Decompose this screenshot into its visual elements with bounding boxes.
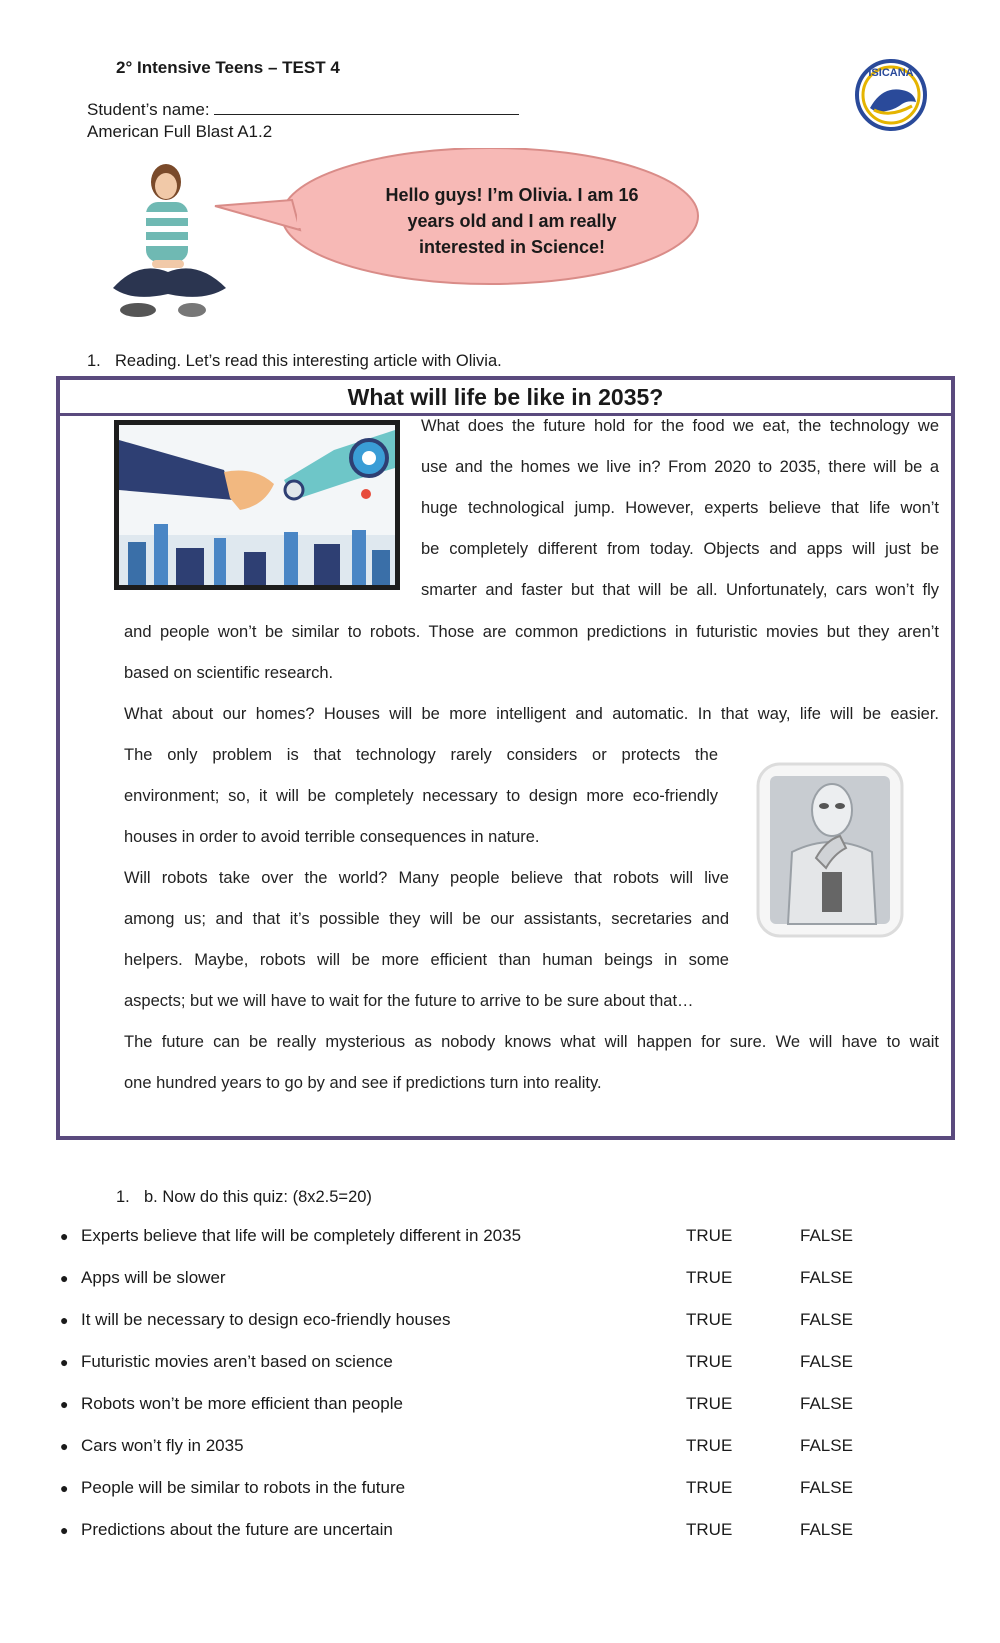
true-option[interactable]: TRUE	[686, 1520, 733, 1539]
course-name: American Full Blast A1.2	[87, 122, 273, 141]
quiz-statement: Apps will be slower	[81, 1268, 226, 1287]
bubble-line: interested in Science!	[418, 237, 606, 257]
reading-instruction-text: Reading. Let’s read this interesting article with Olivia.	[115, 352, 502, 370]
article-paragraph-3	[124, 858, 729, 1022]
bullet-icon: ●	[60, 1438, 69, 1454]
bubble-line: years old and I am really	[407, 211, 617, 231]
reading-instruction	[87, 352, 502, 371]
school-logo-icon	[852, 56, 930, 134]
bullet-icon: ●	[60, 1312, 69, 1328]
article-line: among us; and that it’s possible they will be our assistants, secretaries and	[124, 910, 729, 928]
speech-bubble-text	[352, 182, 672, 260]
article-line: based on scientific research.	[124, 664, 334, 682]
article-line: The future can be really mysterious as nobody knows what will happen for sure. We will have to wait	[124, 1033, 939, 1051]
bullet-icon: ●	[60, 1396, 69, 1412]
false-option[interactable]: FALSE	[800, 1310, 853, 1329]
bullet-icon: ●	[60, 1228, 69, 1244]
test-title: 2° Intensive Teens – TEST 4	[116, 58, 340, 77]
quiz-statement: Futuristic movies aren’t based on science	[81, 1352, 393, 1371]
quiz-statement: It will be necessary to design eco-friendly houses	[81, 1310, 451, 1329]
true-option[interactable]: TRUE	[686, 1436, 733, 1455]
quiz-item	[56, 1310, 956, 1352]
quiz-item	[56, 1394, 956, 1436]
false-option[interactable]: FALSE	[800, 1520, 853, 1539]
article-line: huge technological jump. However, experts believe that life won’t	[421, 499, 939, 517]
quiz-item	[56, 1436, 956, 1478]
article-paragraph-2	[124, 694, 939, 735]
quiz-instruction	[116, 1188, 372, 1207]
student-name-blank[interactable]	[214, 98, 519, 115]
quiz-statement: Cars won’t fly in 2035	[81, 1436, 244, 1455]
article-line: smarter and faster but that will be all. Unfortunately, cars won’t fly	[421, 581, 939, 599]
article-line: What about our homes? Houses will be more intelligent and automatic. In that way, life will be easier.	[124, 705, 939, 723]
quiz-item	[56, 1478, 956, 1520]
article-line: one hundred years to go by and see if predictions turn into reality.	[124, 1074, 602, 1092]
true-option[interactable]: TRUE	[686, 1268, 733, 1287]
quiz-instruction-text: b. Now do this quiz: (8x2.5=20)	[144, 1188, 372, 1206]
article-line: environment; so, it will be completely necessary to design more eco-friendly	[124, 787, 718, 805]
logo-text: ISICANA	[868, 67, 914, 79]
article-line: aspects; but we will have to wait for the future to arrive to be sure about that…	[124, 992, 694, 1010]
true-option[interactable]: TRUE	[686, 1394, 733, 1413]
quiz-statement: Predictions about the future are uncertain	[81, 1520, 393, 1539]
bullet-icon: ●	[60, 1522, 69, 1538]
bullet-icon: ●	[60, 1270, 69, 1286]
article-line: use and the homes we live in? From 2020 to 2035, there will be a	[421, 458, 939, 476]
false-option[interactable]: FALSE	[800, 1394, 853, 1413]
bullet-icon: ●	[60, 1354, 69, 1370]
article-line: be completely different from today. Objects and apps will just be	[421, 540, 939, 558]
article-paragraph-2-continued	[124, 735, 718, 858]
bullet-icon: ●	[60, 1480, 69, 1496]
false-option[interactable]: FALSE	[800, 1268, 853, 1287]
quiz-item	[56, 1226, 956, 1268]
article-paragraph-1	[421, 406, 939, 611]
quiz-list	[56, 1226, 956, 1562]
true-option[interactable]: TRUE	[686, 1352, 733, 1371]
article-line: What does the future hold for the food we eat, the technology we	[421, 417, 939, 435]
quiz-statement: Robots won’t be more efficient than people	[81, 1394, 403, 1413]
quiz-item	[56, 1352, 956, 1394]
true-option[interactable]: TRUE	[686, 1478, 733, 1497]
thinking-robot-picture	[756, 762, 904, 938]
true-option[interactable]: TRUE	[686, 1310, 733, 1329]
quiz-statement: Experts believe that life will be completely different in 2035	[81, 1226, 522, 1245]
handshake-robot-picture	[114, 420, 400, 590]
student-name-row	[87, 98, 519, 120]
quiz-statement: People will be similar to robots in the future	[81, 1478, 406, 1497]
article-paragraph-1-continued	[124, 612, 939, 694]
article-line: The only problem is that technology rarely considers or protects the	[124, 746, 718, 764]
false-option[interactable]: FALSE	[800, 1478, 853, 1497]
article-line: and people won’t be similar to robots. Those are common predictions in futuristic movies but they aren’t	[124, 623, 939, 641]
false-option[interactable]: FALSE	[800, 1226, 853, 1245]
quiz-item	[56, 1268, 956, 1310]
false-option[interactable]: FALSE	[800, 1436, 853, 1455]
article-line: Will robots take over the world? Many people believe that robots will live	[124, 869, 729, 887]
true-option[interactable]: TRUE	[686, 1226, 733, 1245]
article-title: What will life be like in 2035?	[347, 384, 664, 410]
reading-number: 1.	[87, 352, 101, 370]
student-name-label: Student’s name:	[87, 100, 210, 119]
quiz-item	[56, 1520, 956, 1562]
false-option[interactable]: FALSE	[800, 1352, 853, 1371]
article-paragraph-4	[124, 1022, 939, 1104]
bubble-line: Hello guys! I’m Olivia. I am 16	[385, 185, 639, 205]
quiz-number: 1.	[116, 1188, 130, 1206]
article-line: helpers. Maybe, robots will be more efficient than human beings in some	[124, 951, 729, 969]
article-line: houses in order to avoid terrible consequences in nature.	[124, 828, 540, 846]
